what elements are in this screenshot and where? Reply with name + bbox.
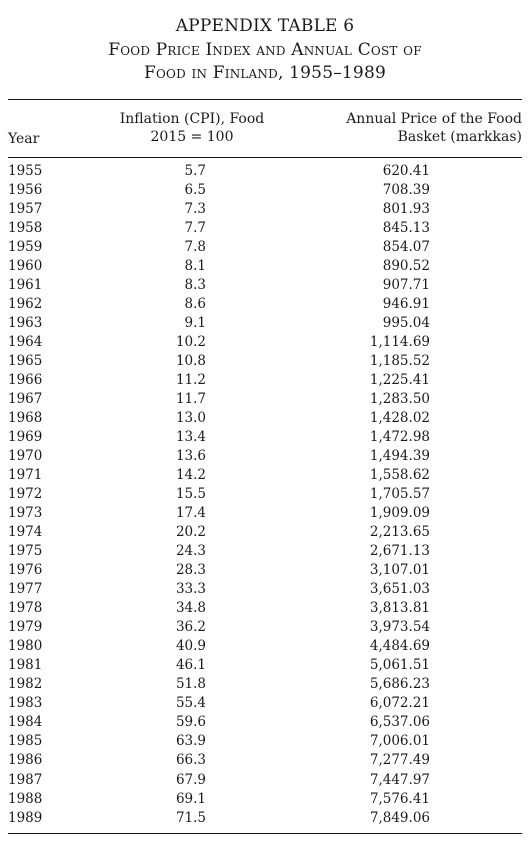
cell-price: 1,705.57 xyxy=(369,486,430,503)
cell-price: 7,849.06 xyxy=(369,809,430,826)
cell-price: 1,494.39 xyxy=(369,448,430,465)
cell-year: 1967 xyxy=(8,391,43,408)
cell-cpi: 46.1 xyxy=(175,657,206,674)
cell-cpi: 33.3 xyxy=(175,581,206,598)
table-row xyxy=(0,219,530,238)
cell-year: 1964 xyxy=(8,334,43,351)
cell-year: 1985 xyxy=(8,733,43,750)
cell-cpi: 51.8 xyxy=(175,676,206,693)
table-row xyxy=(0,675,530,694)
cell-cpi: 40.9 xyxy=(175,638,206,655)
cell-year: 1972 xyxy=(8,486,43,503)
cell-price: 1,114.69 xyxy=(369,334,430,351)
cell-year: 1983 xyxy=(8,695,43,712)
cell-price: 708.39 xyxy=(382,182,430,199)
cell-cpi: 28.3 xyxy=(175,562,206,579)
table-row xyxy=(0,257,530,276)
cell-price: 890.52 xyxy=(382,258,430,275)
cell-price: 7,447.97 xyxy=(369,771,430,788)
cell-price: 7,277.49 xyxy=(369,752,430,769)
cell-year: 1959 xyxy=(8,239,43,256)
cell-price: 620.41 xyxy=(382,163,430,179)
cell-price: 7,576.41 xyxy=(369,790,430,807)
table-row xyxy=(0,409,530,428)
table-row xyxy=(0,390,530,409)
cell-year: 1976 xyxy=(8,562,43,579)
cell-year: 1977 xyxy=(8,581,43,598)
cell-year: 1974 xyxy=(8,524,43,541)
header-rule xyxy=(8,157,522,158)
cell-cpi: 63.9 xyxy=(175,733,206,750)
cell-price: 3,973.54 xyxy=(369,619,430,636)
cell-cpi: 8.6 xyxy=(184,296,206,313)
cell-year: 1971 xyxy=(8,467,43,484)
cell-year: 1958 xyxy=(8,220,43,237)
cell-cpi: 15.5 xyxy=(175,486,206,503)
cell-cpi: 71.5 xyxy=(175,809,206,826)
cell-year: 1975 xyxy=(8,543,43,560)
cell-cpi: 7.3 xyxy=(184,201,206,218)
cell-cpi: 7.8 xyxy=(184,239,206,256)
cell-price: 6,537.06 xyxy=(369,714,430,731)
cell-year: 1960 xyxy=(8,258,43,275)
cell-price: 1,185.52 xyxy=(369,353,430,370)
table-label: APPENDIX TABLE 6 xyxy=(175,16,355,36)
top-rule xyxy=(8,99,522,100)
cell-price: 854.07 xyxy=(382,239,430,256)
table-row xyxy=(0,447,530,466)
table-body xyxy=(0,162,530,828)
cell-year: 1986 xyxy=(8,752,43,769)
cell-cpi: 20.2 xyxy=(175,524,206,541)
cell-price: 1,558.62 xyxy=(369,467,430,484)
table-row xyxy=(0,352,530,371)
cell-price: 1,909.09 xyxy=(369,505,430,522)
column-header-price-line-1: Annual Price of the Food xyxy=(346,111,522,127)
table-row xyxy=(0,428,530,447)
table-row xyxy=(0,276,530,295)
table-title-line-1: Food Price Index and Annual Cost of xyxy=(108,40,422,60)
cell-year: 1965 xyxy=(8,353,43,370)
cell-cpi: 11.7 xyxy=(175,391,206,408)
table-row xyxy=(0,618,530,637)
cell-cpi: 69.1 xyxy=(175,790,206,807)
cell-price: 907.71 xyxy=(382,277,430,294)
table-row xyxy=(0,561,530,580)
cell-price: 1,283.50 xyxy=(369,391,430,408)
table-row xyxy=(0,504,530,523)
table-row xyxy=(0,162,530,181)
table-row xyxy=(0,371,530,390)
cell-cpi: 11.2 xyxy=(175,372,206,389)
table-row xyxy=(0,751,530,770)
cell-price: 5,686.23 xyxy=(369,676,430,693)
cell-price: 2,671.13 xyxy=(369,543,430,560)
cell-cpi: 8.3 xyxy=(184,277,206,294)
cell-cpi: 14.2 xyxy=(175,467,206,484)
table-row xyxy=(0,713,530,732)
cell-year: 1966 xyxy=(8,372,43,389)
cell-year: 1981 xyxy=(8,657,43,674)
table-row xyxy=(0,771,530,790)
column-header-price xyxy=(322,110,522,146)
cell-price: 6,072.21 xyxy=(369,695,430,712)
cell-price: 4,484.69 xyxy=(369,638,430,655)
cell-price: 3,107.01 xyxy=(369,562,430,579)
cell-price: 845.13 xyxy=(382,220,430,237)
cell-cpi: 59.6 xyxy=(175,714,206,731)
cell-year: 1987 xyxy=(8,771,43,788)
cell-cpi: 67.9 xyxy=(175,771,206,788)
cell-price: 1,428.02 xyxy=(369,410,430,427)
cell-price: 3,651.03 xyxy=(369,581,430,598)
cell-year: 1980 xyxy=(8,638,43,655)
table-row xyxy=(0,732,530,751)
cell-cpi: 36.2 xyxy=(175,619,206,636)
cell-price: 7,006.01 xyxy=(369,733,430,750)
cell-cpi: 5.7 xyxy=(184,163,206,179)
cell-year: 1982 xyxy=(8,676,43,693)
cell-price: 3,813.81 xyxy=(369,600,430,617)
table-row xyxy=(0,333,530,352)
cell-cpi: 17.4 xyxy=(175,505,206,522)
table-row xyxy=(0,637,530,656)
table-title-line-2: Food in Finland, 1955–1989 xyxy=(144,63,386,83)
cell-year: 1963 xyxy=(8,315,43,332)
column-header-cpi-line-1: Inflation (CPI), Food xyxy=(119,111,265,127)
cell-price: 1,225.41 xyxy=(369,372,430,389)
cell-year: 1988 xyxy=(8,790,43,807)
table-row xyxy=(0,200,530,219)
column-header-price-line-2: Basket (markkas) xyxy=(397,129,522,145)
column-header-cpi xyxy=(104,110,280,146)
table-row xyxy=(0,181,530,200)
table-row xyxy=(0,599,530,618)
cell-price: 2,213.65 xyxy=(369,524,430,541)
table-row xyxy=(0,656,530,675)
cell-year: 1978 xyxy=(8,600,43,617)
table-row xyxy=(0,790,530,809)
cell-price: 5,061.51 xyxy=(369,657,430,674)
cell-cpi: 7.7 xyxy=(184,220,206,237)
cell-year: 1961 xyxy=(8,277,43,294)
cell-year: 1989 xyxy=(8,809,43,826)
cell-year: 1962 xyxy=(8,296,43,313)
cell-cpi: 10.2 xyxy=(175,334,206,351)
table-row xyxy=(0,523,530,542)
table-row xyxy=(0,485,530,504)
cell-year: 1955 xyxy=(8,163,43,179)
cell-cpi: 13.6 xyxy=(175,448,206,465)
cell-year: 1979 xyxy=(8,619,43,636)
table-row xyxy=(0,809,530,828)
cell-cpi: 24.3 xyxy=(175,543,206,560)
cell-cpi: 55.4 xyxy=(175,695,206,712)
cell-year: 1968 xyxy=(8,410,43,427)
column-header-cpi-line-2: 2015 = 100 xyxy=(150,129,234,145)
cell-year: 1970 xyxy=(8,448,43,465)
cell-year: 1973 xyxy=(8,505,43,522)
cell-cpi: 13.0 xyxy=(175,410,206,427)
cell-price: 801.93 xyxy=(382,201,430,218)
column-header-year: Year xyxy=(8,131,40,147)
cell-cpi: 10.8 xyxy=(175,353,206,370)
cell-cpi: 9.1 xyxy=(184,315,206,332)
table-row xyxy=(0,542,530,561)
cell-year: 1956 xyxy=(8,182,43,199)
table-row xyxy=(0,466,530,485)
table-row xyxy=(0,580,530,599)
cell-year: 1984 xyxy=(8,714,43,731)
cell-price: 1,472.98 xyxy=(369,429,430,446)
cell-price: 995.04 xyxy=(382,315,430,332)
cell-year: 1957 xyxy=(8,201,43,218)
cell-year: 1969 xyxy=(8,429,43,446)
cell-cpi: 6.5 xyxy=(184,182,206,199)
table-row xyxy=(0,238,530,257)
table-row xyxy=(0,694,530,713)
cell-price: 946.91 xyxy=(382,296,430,313)
cell-cpi: 8.1 xyxy=(184,258,206,275)
table-row xyxy=(0,295,530,314)
bottom-rule xyxy=(8,833,522,834)
cell-cpi: 13.4 xyxy=(175,429,206,446)
cell-cpi: 34.8 xyxy=(175,600,206,617)
cell-cpi: 66.3 xyxy=(175,752,206,769)
table-row xyxy=(0,314,530,333)
